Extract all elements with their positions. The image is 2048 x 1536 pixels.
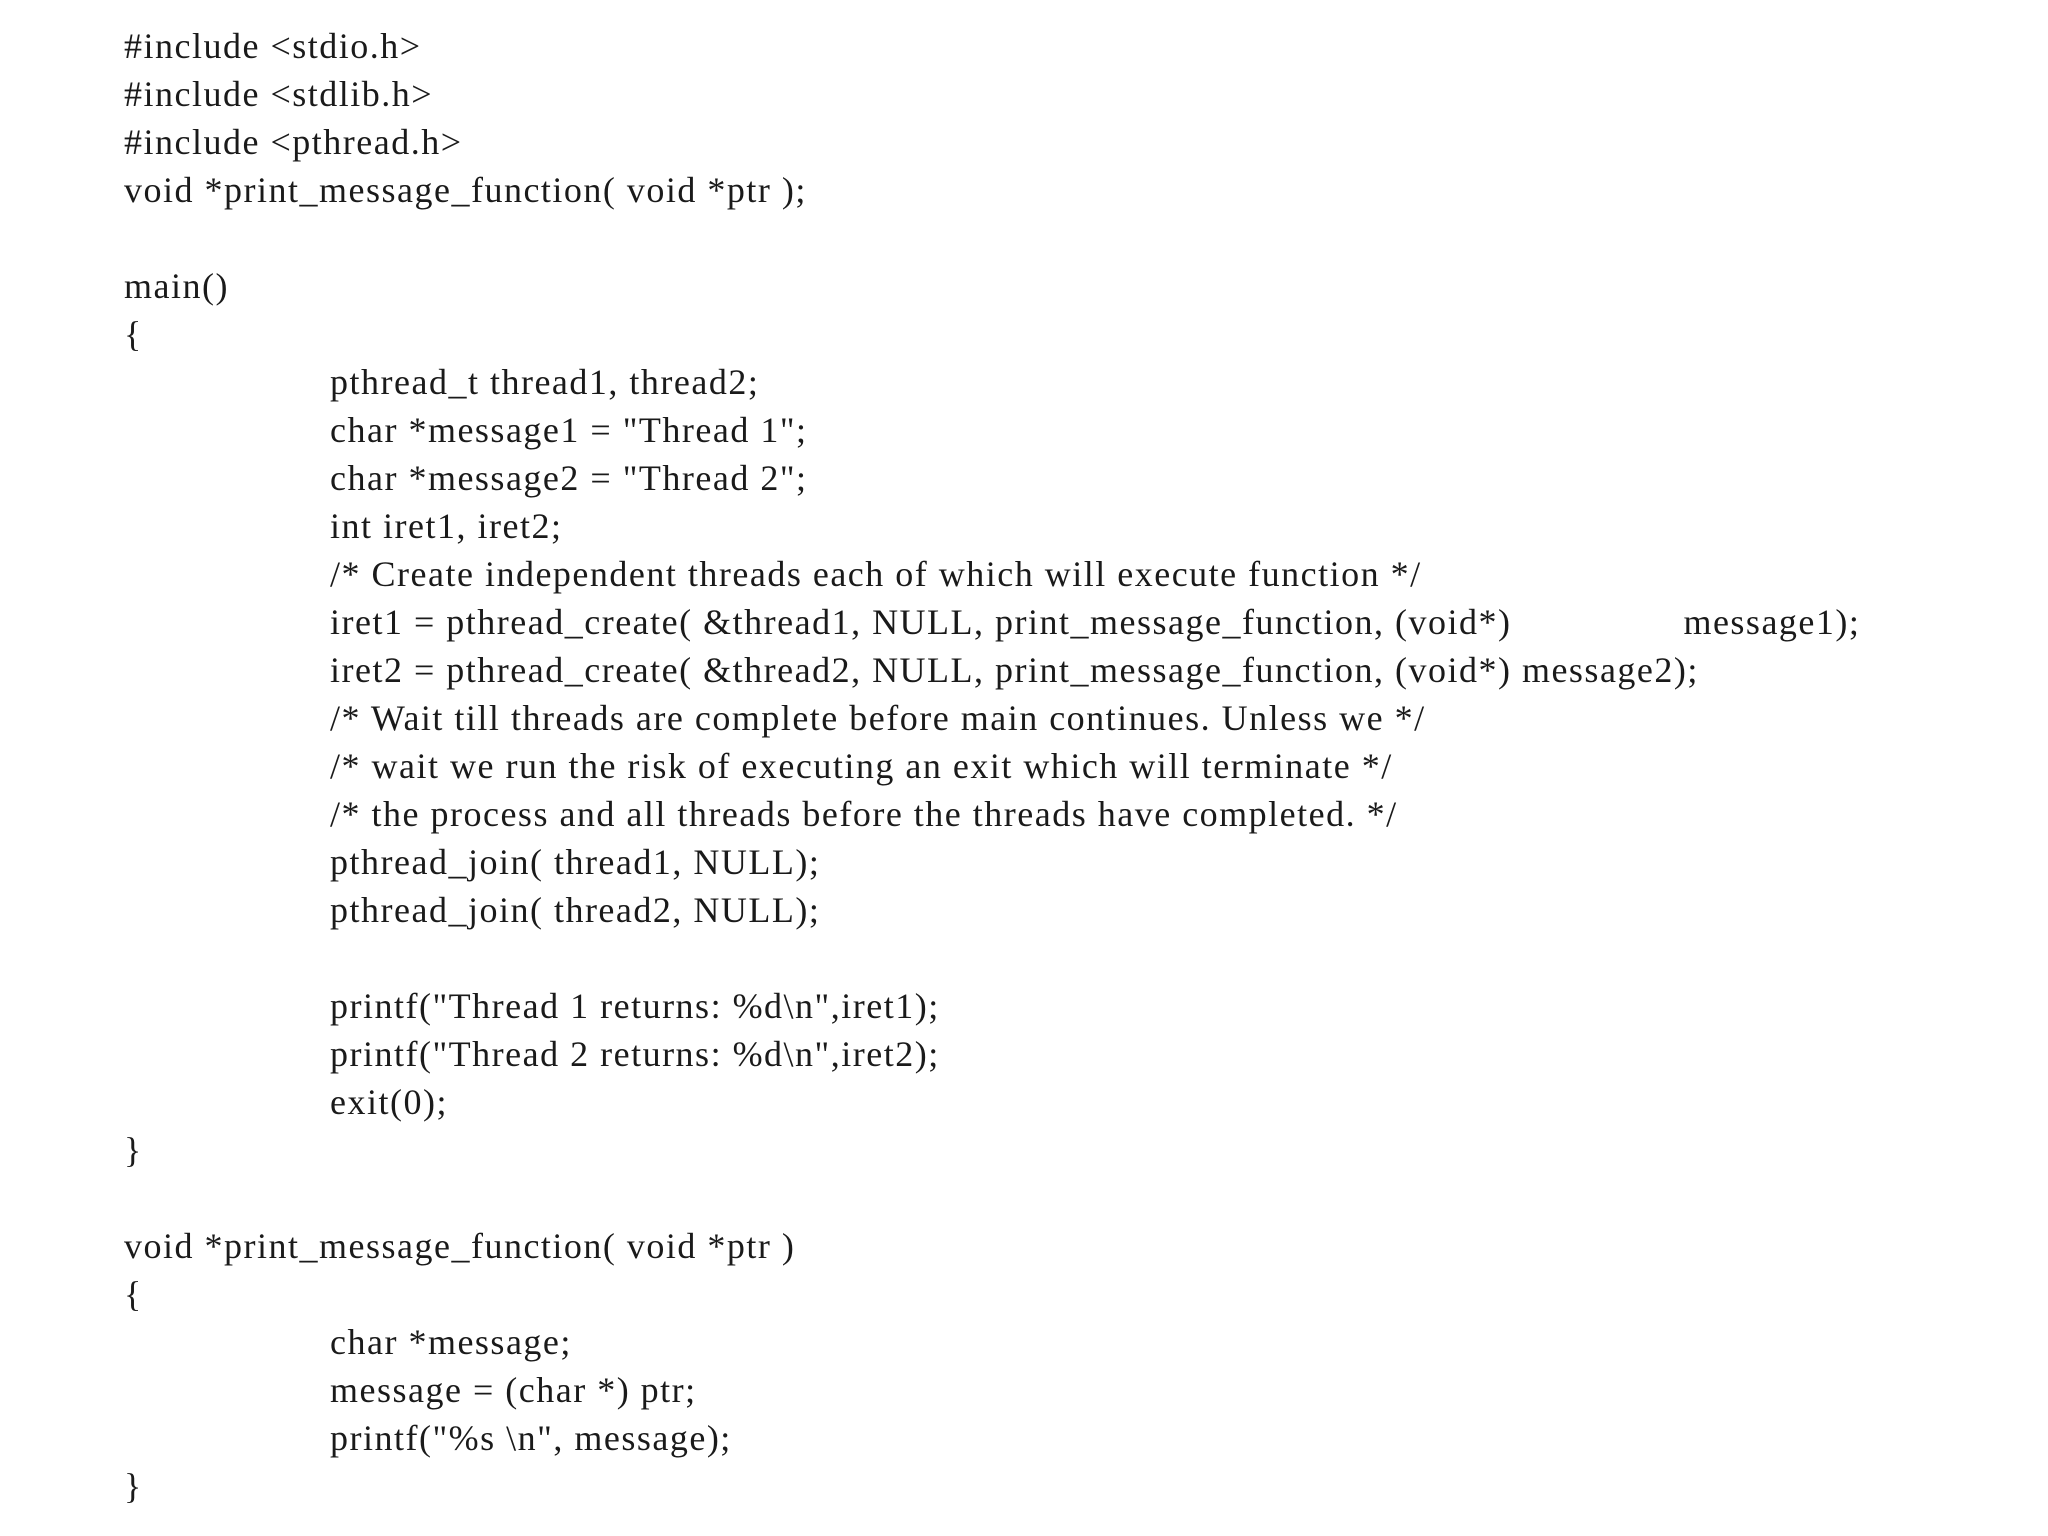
include-stdlib-line: #include <stdlib.h> (124, 74, 434, 114)
iret-declaration-line: int iret1, iret2; (330, 506, 563, 546)
code-listing (124, 22, 2024, 1510)
message1-declaration-line: char *message1 = "Thread 1"; (330, 410, 808, 450)
iret1-create-text: iret1 = pthread_create( &thread1, NULL, print_message_function, (void*) (330, 602, 1512, 642)
function-signature-line: void *print_message_function( void *ptr ) (124, 1226, 796, 1266)
blank-line (124, 934, 2024, 982)
iret1-create-line (124, 598, 2024, 646)
printf-thread2-line: printf("Thread 2 returns: %d\n",iret2); (330, 1034, 940, 1074)
join-thread2-line: pthread_join( thread2, NULL); (330, 890, 821, 930)
join-thread1-line: pthread_join( thread1, NULL); (330, 842, 821, 882)
include-stdio-line: #include <stdio.h> (124, 26, 422, 66)
printf-thread1-line: printf("Thread 1 returns: %d\n",iret1); (330, 986, 940, 1026)
message-assignment-line: message = (char *) ptr; (330, 1370, 697, 1410)
blank-line (124, 1174, 2024, 1222)
iret1-create-arg: message1); (1683, 602, 1861, 642)
printf-message-line: printf("%s \n", message); (330, 1418, 732, 1458)
wait-comment-line-3: /* the process and all threads before the threads have completed. */ (330, 794, 1398, 834)
function-prototype-line: void *print_message_function( void *ptr ); (124, 170, 807, 210)
wait-comment-line-1: /* Wait till threads are complete before main continues. Unless we */ (330, 698, 1426, 738)
wait-comment-line-2: /* wait we run the risk of executing an exit which will terminate */ (330, 746, 1393, 786)
main-signature-line: main() (124, 266, 229, 306)
exit-line: exit(0); (330, 1082, 448, 1122)
message2-declaration-line: char *message2 = "Thread 2"; (330, 458, 808, 498)
include-pthread-line: #include <pthread.h> (124, 122, 463, 162)
thread-declaration-line: pthread_t thread1, thread2; (330, 362, 760, 402)
function-close-brace: } (124, 1466, 143, 1506)
blank-line (124, 214, 2024, 262)
iret2-create-line: iret2 = pthread_create( &thread2, NULL, print_message_function, (void*) message2); (330, 650, 1699, 690)
message-declaration-line: char *message; (330, 1322, 572, 1362)
main-close-brace: } (124, 1130, 143, 1170)
function-open-brace: { (124, 1274, 143, 1314)
create-threads-comment-line: /* Create independent threads each of which will execute function */ (330, 554, 1422, 594)
main-open-brace: { (124, 314, 143, 354)
